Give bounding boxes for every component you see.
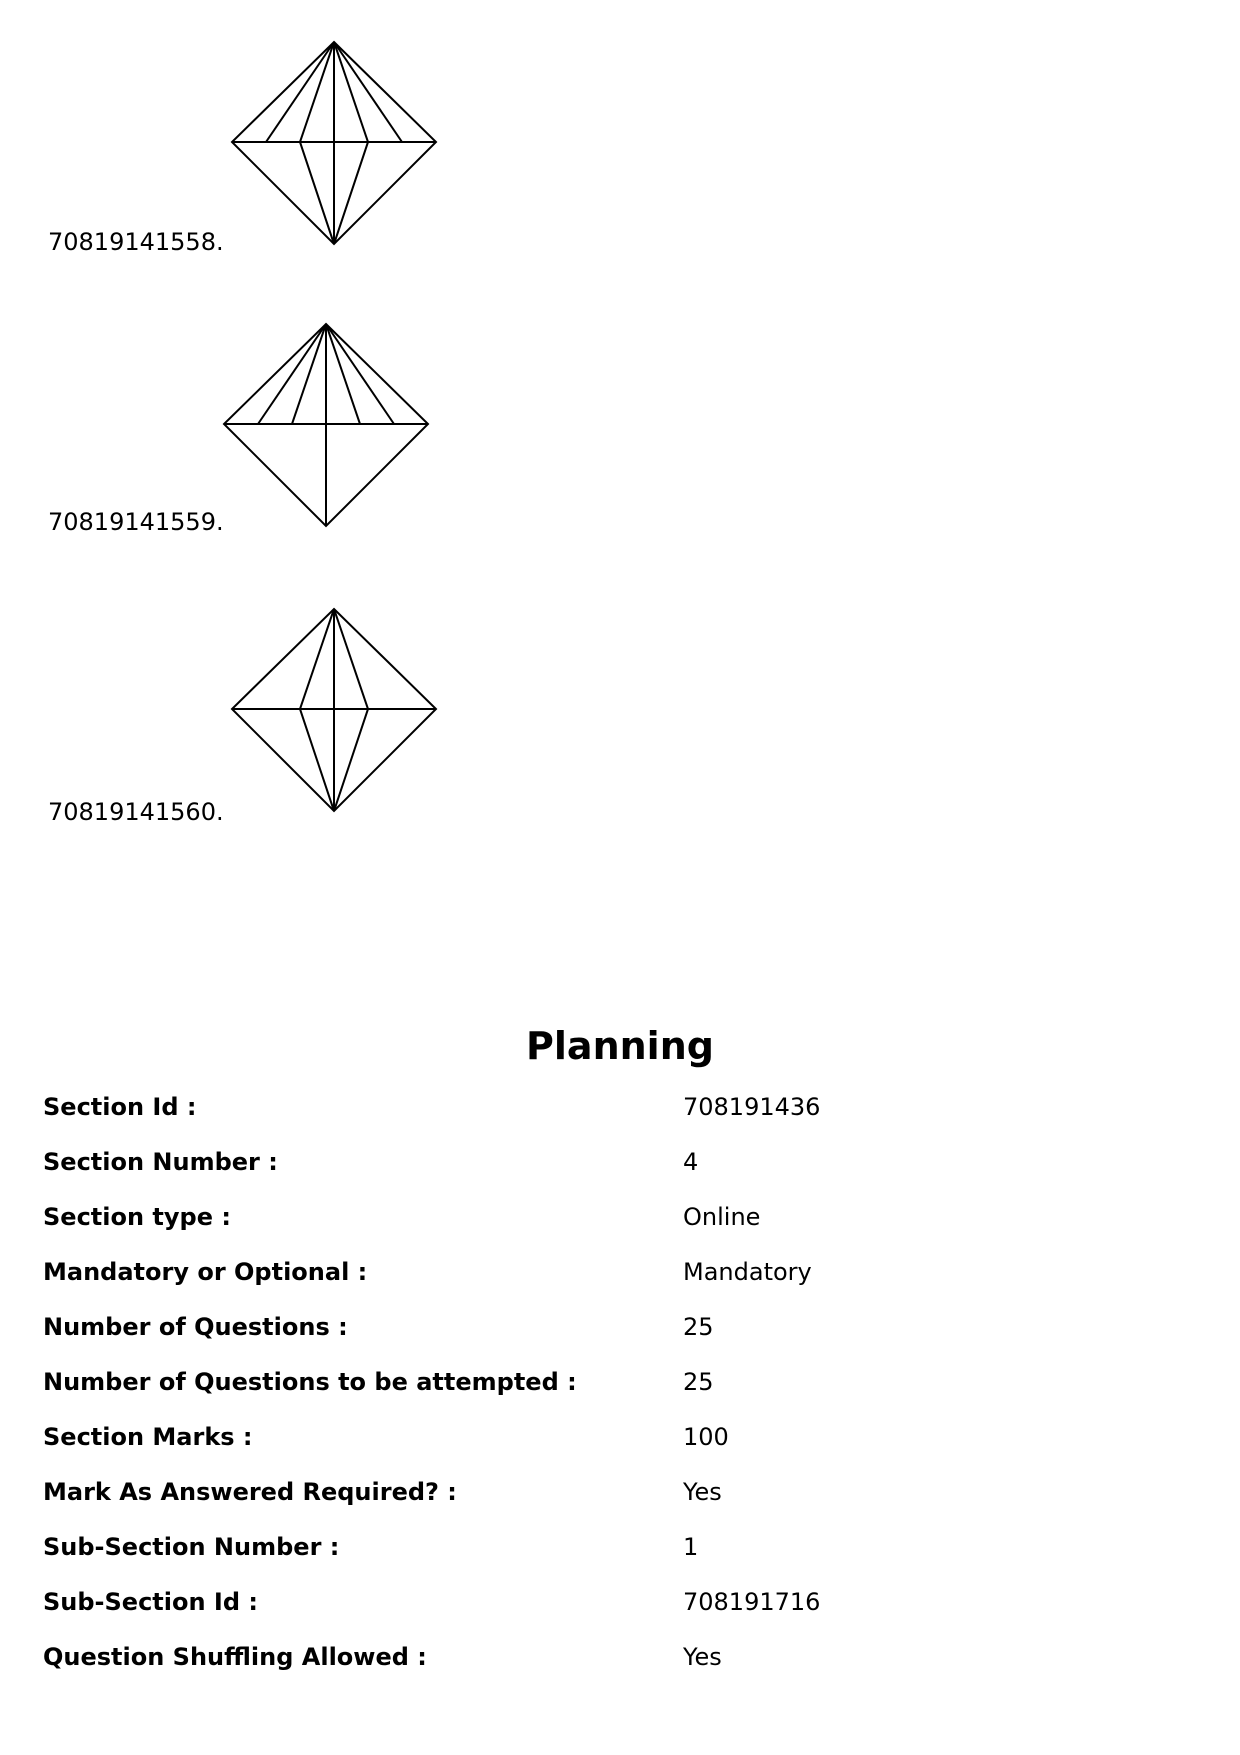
- section-number-row: [43, 1142, 1193, 1197]
- row-label: Mandatory or Optional :: [43, 1258, 368, 1286]
- option-id: 70819141558.: [48, 228, 224, 256]
- section-type-row: [43, 1197, 1193, 1252]
- row-value: Mandatory: [683, 1258, 812, 1286]
- row-label: Section Marks :: [43, 1423, 253, 1451]
- row-label: Number of Questions to be attempted :: [43, 1368, 577, 1396]
- row-value: Online: [683, 1203, 761, 1231]
- section-title: Planning: [526, 1024, 714, 1068]
- mark-as-answered-row: [43, 1472, 1193, 1527]
- row-value: 4: [683, 1148, 699, 1176]
- row-label: Number of Questions :: [43, 1313, 348, 1341]
- number-of-questions-row: [43, 1307, 1193, 1362]
- row-value: 25: [683, 1313, 714, 1341]
- section-info-table: [43, 1087, 1193, 1692]
- section-marks-row: [43, 1417, 1193, 1472]
- row-value: Yes: [683, 1643, 722, 1671]
- sub-section-id-row: [43, 1582, 1193, 1637]
- row-value: 25: [683, 1368, 714, 1396]
- row-label: Sub-Section Number :: [43, 1533, 340, 1561]
- row-label: Sub-Section Id :: [43, 1588, 258, 1616]
- diamond-figure-option-2: [222, 320, 432, 532]
- mandatory-or-optional-row: [43, 1252, 1193, 1307]
- row-label: Mark As Answered Required? :: [43, 1478, 457, 1506]
- row-label: Section Number :: [43, 1148, 278, 1176]
- questions-to-attempt-row: [43, 1362, 1193, 1417]
- row-value: 708191716: [683, 1588, 821, 1616]
- diamond-figure-option-1: [230, 38, 440, 250]
- section-id-row: [43, 1087, 1193, 1142]
- sub-section-number-row: [43, 1527, 1193, 1582]
- row-label: Section type :: [43, 1203, 231, 1231]
- row-value: Yes: [683, 1478, 722, 1506]
- question-shuffling-row: [43, 1637, 1193, 1692]
- diamond-figure-option-3: [230, 605, 440, 817]
- row-value: 1: [683, 1533, 699, 1561]
- row-label: Section Id :: [43, 1093, 197, 1121]
- row-value: 100: [683, 1423, 729, 1451]
- option-id: 70819141560.: [48, 798, 224, 826]
- option-id: 70819141559.: [48, 508, 224, 536]
- row-value: 708191436: [683, 1093, 821, 1121]
- row-label: Question Shuffling Allowed :: [43, 1643, 427, 1671]
